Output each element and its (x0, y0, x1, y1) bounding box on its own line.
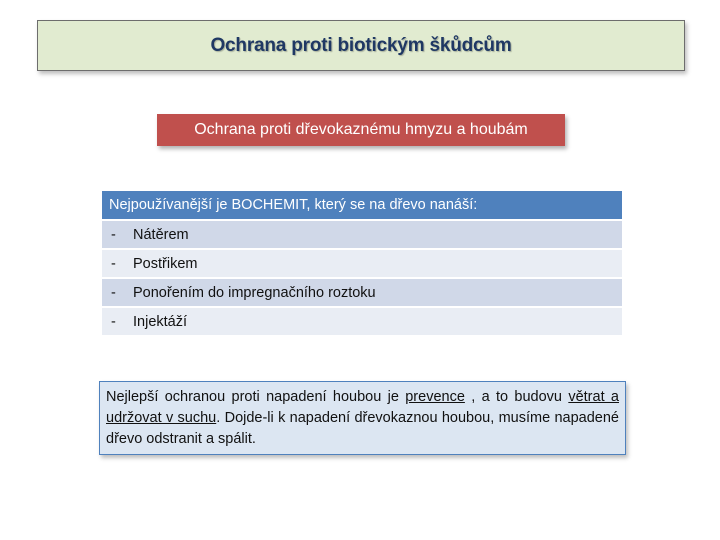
page-title: Ochrana proti biotickým škůdcům (210, 34, 512, 56)
methods-table (102, 191, 622, 335)
note-text-2: , a to budovu (464, 389, 569, 405)
table-row (102, 250, 622, 277)
title-box (37, 20, 685, 71)
note-vetrat: větrat a udržovat v suchu (106, 389, 619, 426)
note-text-1: Nejlepší ochranou proti napadení houbou je (106, 389, 406, 405)
table-header: Nejpoužívanější je BOCHEMIT, který se na dřevo nanáší: (102, 191, 622, 219)
row-label: Ponořením do impregnačního roztoku (133, 284, 376, 301)
table-row (102, 221, 622, 248)
prevention-note (99, 381, 626, 455)
row-label: Postřikem (133, 255, 198, 272)
table-row (102, 308, 622, 335)
row-dash: - (111, 313, 116, 330)
row-dash: - (111, 255, 116, 272)
row-label: Injektáží (133, 313, 187, 330)
subtitle-box (157, 114, 565, 146)
row-label: Nátěrem (133, 226, 189, 243)
table-row (102, 279, 622, 306)
row-dash: - (111, 284, 116, 301)
note-text-3: . Dojde-li k napadení dřevokaznou houbou, musíme napadené dřevo odstranit a spálit. (106, 410, 619, 447)
note-prevence: prevence (405, 389, 465, 405)
row-dash: - (111, 226, 116, 243)
subtitle: Ochrana proti dřevokaznému hmyzu a houbám (194, 121, 528, 138)
